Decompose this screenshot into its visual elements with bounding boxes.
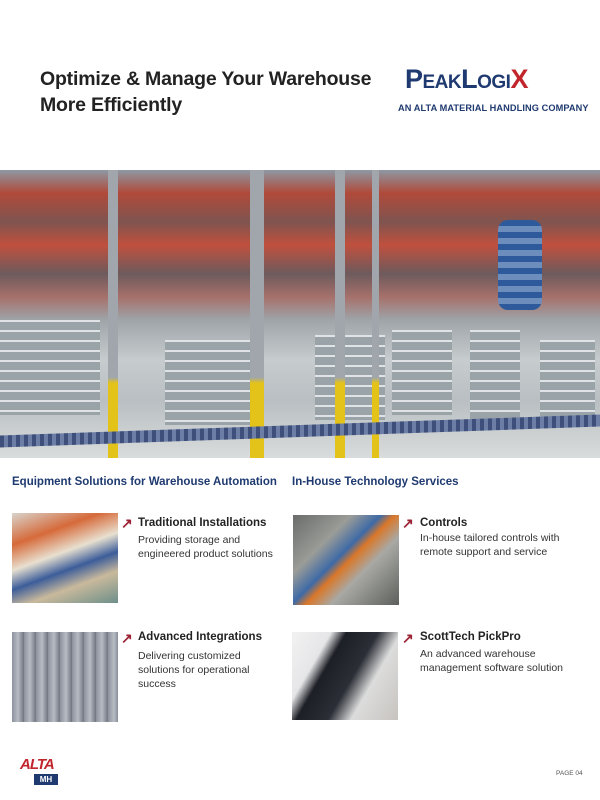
item-description: Delivering customized solutions for operational success [138,650,250,690]
scotttech-pickpro-image [292,632,398,720]
title-line-1: Optimize & Manage Your Warehouse [40,68,372,90]
page-number: PAGE 04 [556,770,583,777]
logo-tagline: AN ALTA MATERIAL HANDLING COMPANY [398,103,589,113]
peaklogix-logo [405,64,528,95]
mh-logo-text: MH [34,774,58,785]
pillar [108,170,118,458]
traditional-installations-image [12,513,118,603]
warehouse-hero-image [0,170,600,458]
item-title: Controls [420,517,468,529]
controls-image [293,515,399,605]
shelving [0,320,100,415]
alta-logo-text: ALTA [20,756,54,773]
spiral-conveyor [498,220,542,310]
arrow-icon: ↗ [402,515,414,531]
shelving [392,330,452,415]
shelving [540,340,595,425]
page-title [40,66,371,118]
section-heading-equipment: Equipment Solutions for Warehouse Automation [12,476,277,488]
pillar [250,170,264,458]
alta-mh-logo [20,756,58,785]
shelving [470,330,520,420]
pillar [372,170,379,458]
item-description: An advanced warehouse management software solution [420,648,563,674]
title-line-2: More Efficiently [40,94,182,116]
shelving [165,340,250,425]
item-title: Traditional Installations [138,517,267,529]
conveyor [0,415,600,448]
pillar [335,170,345,458]
logo-x: X [510,64,528,94]
item-description: In-house tailored controls with remote support and service [420,532,560,558]
arrow-icon: ↗ [121,515,133,531]
arrow-icon: ↗ [121,630,133,646]
arrow-icon: ↗ [402,630,414,646]
section-heading-technology: In-House Technology Services [292,476,459,488]
item-title: Advanced Integrations [138,631,262,643]
advanced-integrations-image [12,632,118,722]
item-description: Providing storage and engineered product solutions [138,534,273,560]
logo-text: PeakLogi [405,64,511,94]
item-title: ScottTech PickPro [420,631,521,643]
